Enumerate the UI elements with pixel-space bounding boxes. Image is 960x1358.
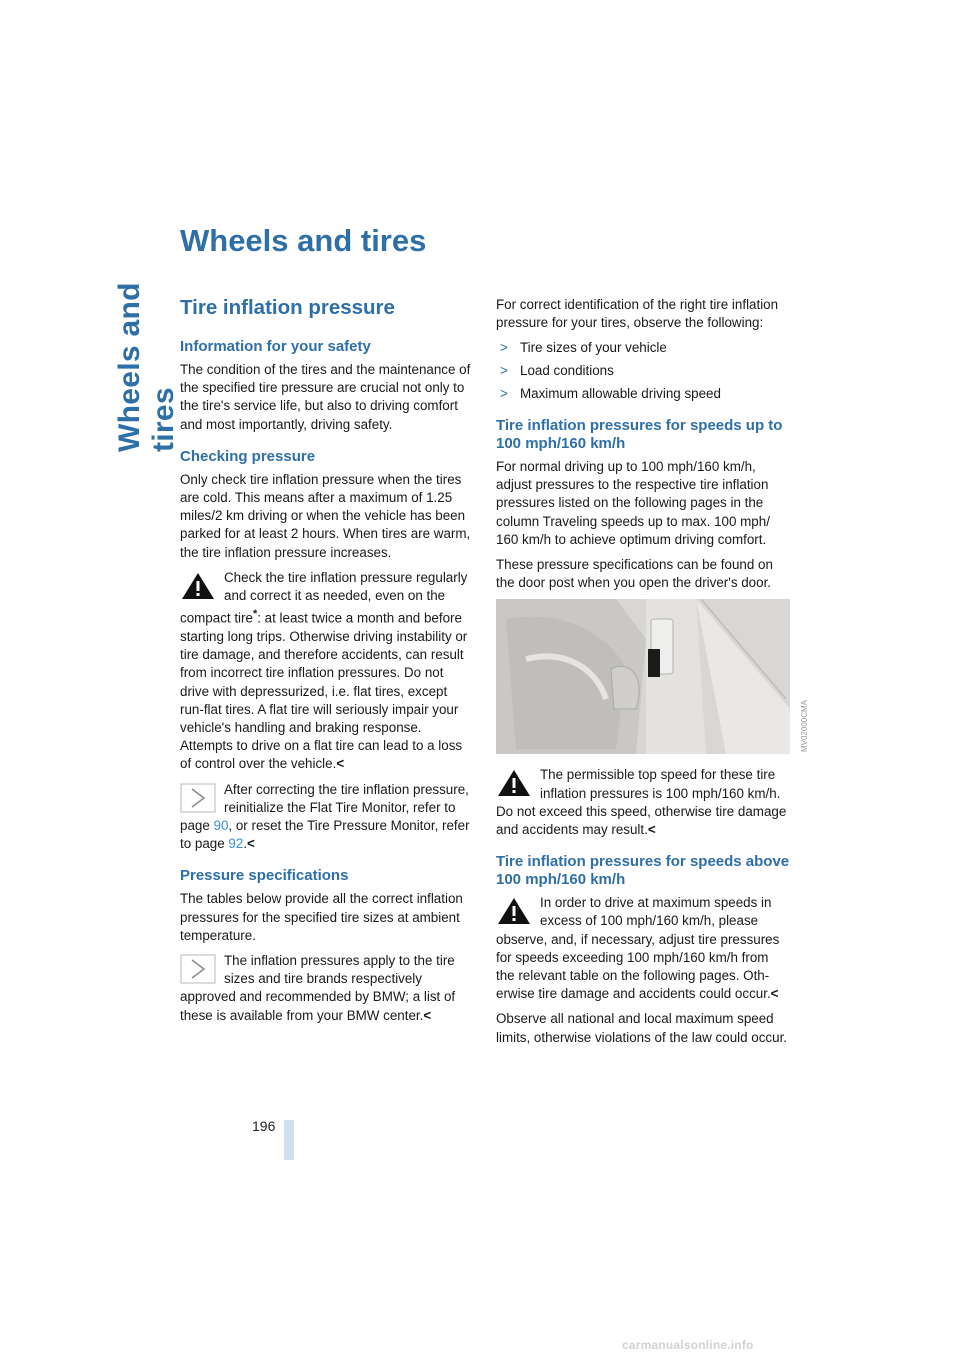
safety-text: The condition of the tires and the maintenance of the specified tire pressure are crucial not only to the tire's service life, but also to driving comfort and most importantly, driving safety.: [180, 362, 471, 432]
reinitialize-note: [180, 781, 472, 854]
bullet-marker: >: [500, 385, 508, 401]
warning-text-rest: : at least twice a month and before starting long trips. Otherwise driving instability or tire damage, and therefore accidents, can result from incorrect tire inflation pressures. Do not drive with depressurized, i.e. flat tires, except run-flat tires. A flat tire will seriously impair your vehicle's handling and braking response. Attempts to drive on a flat tire can lead to a loss of control over the vehicle.: [180, 610, 468, 772]
up-to-text-2: These pressure specifications can be found on the door post when you open the driver's door.: [496, 557, 773, 591]
list-item: [496, 362, 790, 380]
left-column: [180, 290, 472, 1032]
top-speed-warning: [496, 766, 790, 839]
specs-note-text: The inflation pressures apply to the tire sizes and tire brands respectively approved and recommended by BMW; a list of these is available from your BMW center.: [180, 952, 456, 1023]
up-to-heading: Tire inflation pressures for speeds up to 100 mph/160 km/h: [496, 417, 783, 453]
photo-code: MV02000CMA: [800, 700, 809, 753]
side-tab-label: Wheels and tires: [113, 282, 180, 452]
warning-triangle-icon: [496, 768, 532, 798]
up-to-text-1: For normal driving up to 100 mph/160 km/h, adjust pressures to the respective tire inflation pressures listed on the following pages in the column Traveling speeds up to max. 100 mph/ 160 km/h to achieve optimum driving comfort.: [496, 459, 770, 547]
bullet-marker: >: [500, 363, 508, 379]
specs-text: The tables below provide all the correct inflation pressures for the specified tire sizes at ambient temperature.: [180, 891, 463, 943]
intro-text: For correct identification of the right tire inflation pressure for your tires, observe the following:: [496, 297, 779, 331]
warning-triangle-icon: [180, 571, 216, 601]
list-item: [496, 385, 790, 403]
top-speed-warning-text: The permissible top speed for these tire inflation pressures is 100 mph/160 km/h. Do not exceed this speed, otherwise tire damage and accidents may result.: [496, 767, 787, 838]
checking-text: Only check tire inflation pressure when the tires are cold. This means after a maximum of 1.25 miles/2 km driving or when the vehicle has been parked for at least 2 hours. When tires are warm, the tire inflation pressure increases.: [180, 471, 471, 560]
list-item-text: Maximum allowable driving speed: [520, 385, 721, 401]
end-mark: <: [247, 836, 255, 852]
optional-equipment-star: *: [252, 608, 258, 621]
page-number-bar: [284, 1120, 294, 1160]
door-post-photo: [496, 599, 790, 754]
chapter-title: Wheels and tires: [180, 223, 427, 258]
end-mark: <: [770, 986, 779, 1002]
end-mark: <: [336, 756, 345, 772]
note-text-a: After correcting the tire inflation pressure, reinitialize the Flat Tire Monitor, refer to page: [180, 781, 469, 833]
note-arrow-icon: [180, 783, 216, 813]
door-post-illustration: [496, 599, 790, 754]
bullet-marker: >: [500, 340, 508, 356]
speed-limits-text: Observe all national and local maximum speed limits, otherwise violations of the law could occur.: [496, 1011, 788, 1045]
above-heading: Tire inflation pressures for speeds above 100 mph/160 km/h: [496, 853, 790, 889]
high-speed-warning: [496, 894, 790, 1003]
watermark: carmanualsonline.info: [622, 1338, 754, 1352]
side-tab: [95, 232, 180, 1012]
end-mark: <: [423, 1007, 432, 1023]
warning-triangle-icon: [496, 896, 532, 926]
warning-text-start: Check the tire inflation pressure regularly and correct it as needed, even on the compact tire: [180, 569, 468, 626]
page-link-92[interactable]: 92: [228, 836, 244, 852]
note-text-c: .: [243, 836, 248, 852]
specs-heading: Pressure specifications: [180, 867, 349, 885]
note-text-b: , or reset the Tire Pressure Monitor, refer to page: [180, 817, 470, 852]
safety-heading: Information for your safety: [180, 338, 371, 355]
list-item-text: Load conditions: [520, 363, 614, 379]
section-title: Tire inflation pressure: [180, 296, 395, 319]
end-mark: <: [647, 822, 656, 838]
tire-pressure-warning: [180, 569, 472, 774]
page-link-90[interactable]: 90: [213, 817, 229, 833]
checking-heading: Checking pressure: [180, 447, 316, 465]
list-item: [496, 339, 790, 357]
page-number: 196: [252, 1118, 276, 1134]
list-item-text: Tire sizes of your vehicle: [520, 340, 667, 356]
specs-note: [180, 952, 472, 1025]
note-arrow-icon: [180, 954, 216, 984]
high-speed-warning-text: In order to drive at maximum speeds in excess of 100 mph/160 km/h, please observe, and, if necessary, adjust tire pressures for speeds exceeding 100 mph/160 km/h from the relevant table on the following pages. Otherwise tire damage and accidents could occur.: [496, 895, 780, 1002]
right-column: [496, 296, 790, 1054]
identification-list: [496, 339, 790, 403]
